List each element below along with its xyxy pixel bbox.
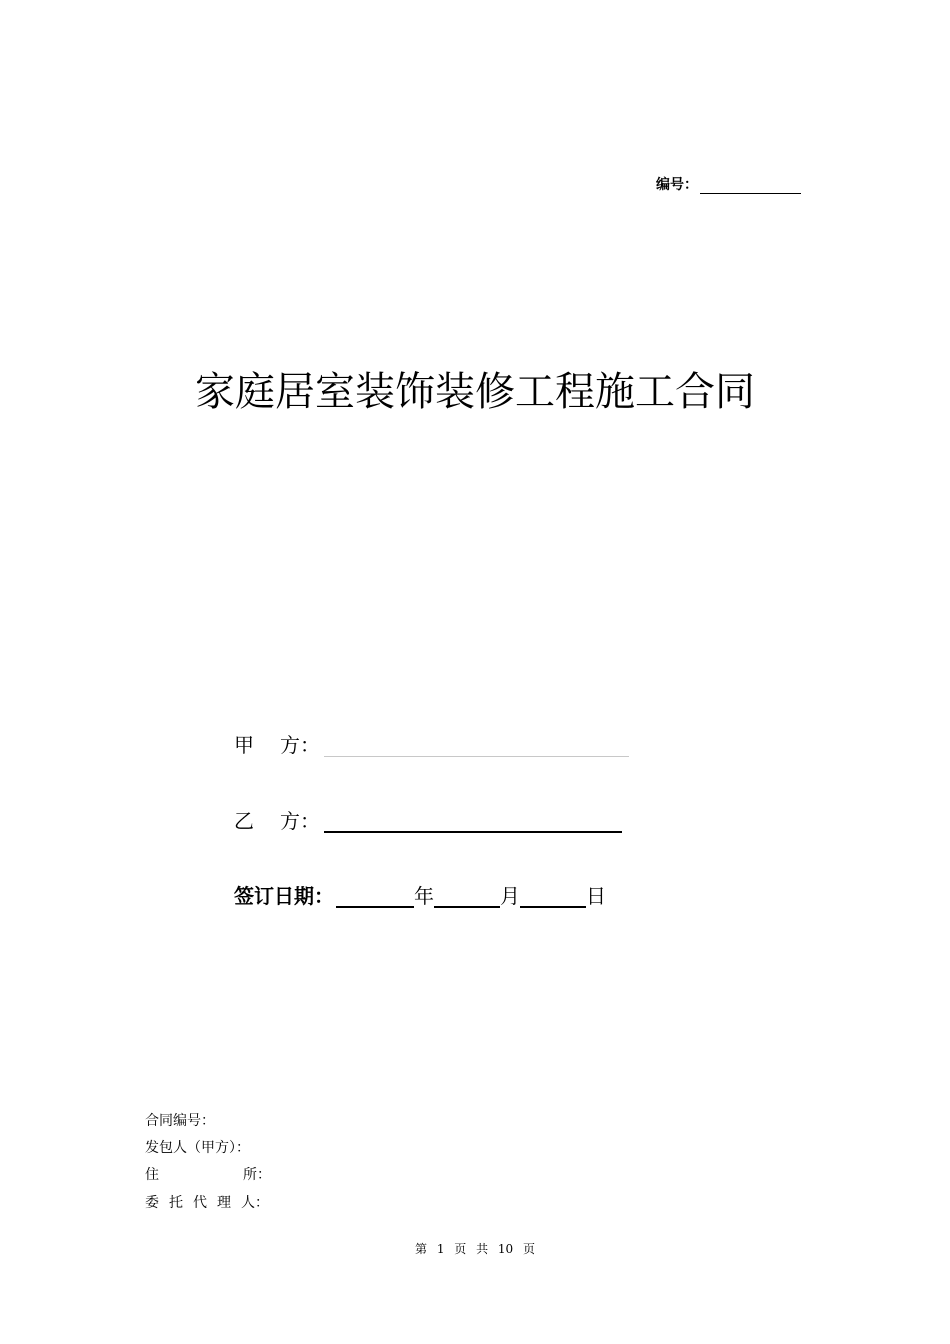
agent-line <box>145 1194 279 1212</box>
party-a-label-first: 甲 <box>234 733 254 757</box>
sign-date-label: 签订日期： <box>234 884 334 908</box>
party-b-label-last: 方： <box>280 809 320 833</box>
agent-char: 委 <box>145 1195 159 1211</box>
page-footer: 第 1 页 共 10 页 <box>415 1242 535 1256</box>
year-label: 年 <box>414 884 434 908</box>
sign-date-line <box>234 884 606 908</box>
day-blank[interactable] <box>520 886 586 908</box>
contract-number-label: 合同编号： <box>145 1113 215 1129</box>
party-b-blank[interactable] <box>324 811 622 833</box>
year-blank[interactable] <box>336 886 414 908</box>
party-b-label-first: 乙 <box>234 809 254 833</box>
party-a-line <box>234 733 629 757</box>
day-label: 日 <box>586 884 606 908</box>
address-label-first: 住 <box>145 1167 159 1183</box>
agent-char: 人： <box>241 1195 269 1211</box>
document-number <box>656 174 801 194</box>
party-a-blank[interactable] <box>324 736 629 757</box>
party-a-label-last: 方： <box>280 733 320 757</box>
contractor-label: 发包人（甲方）： <box>145 1140 250 1156</box>
document-number-label: 编号： <box>656 177 698 193</box>
agent-char: 代 <box>193 1195 207 1211</box>
document-number-blank <box>700 179 801 194</box>
contract-title: 家庭居室装饰装修工程施工合同 <box>195 369 755 415</box>
month-blank[interactable] <box>434 886 500 908</box>
agent-char: 理 <box>217 1195 231 1211</box>
agent-char: 托 <box>169 1195 183 1211</box>
month-label: 月 <box>500 884 520 908</box>
party-b-line <box>234 809 622 833</box>
address-line <box>145 1166 271 1184</box>
address-label-last: 所： <box>243 1167 271 1183</box>
